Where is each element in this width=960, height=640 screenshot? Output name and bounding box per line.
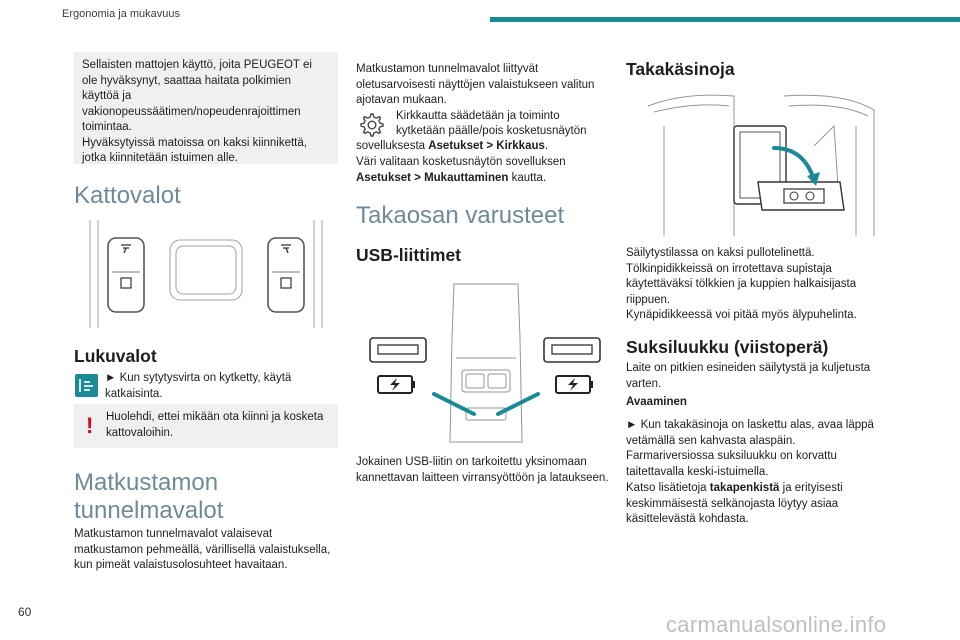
color-menu-path: Asetukset > Mukauttaminen (356, 171, 509, 184)
gear-line-2: kytketään päälle/pois kosketusnäytön (396, 125, 587, 137)
matkustamon-text: Matkustamon tunnelmavalot valaisevat matkustamon pehmeällä, värillisellä valaistuksella, kun pimeät valaistusolosuhteet havaitaan. (74, 528, 331, 571)
right-reading-light-button[interactable] (268, 238, 304, 312)
usb-text: Jokainen USB-liitin on tarkoitettu yksinomaan kannettavan laitteen virransyöttöön ja lataukseen. (356, 456, 609, 484)
suksiluukku-heading: Suksiluukku (viistoperä) (626, 337, 829, 357)
usb-heading: USB-liittimet (356, 245, 461, 265)
gear-line-1: Kirkkautta säädetään ja toiminto (396, 110, 560, 122)
brightness-text-prefix: sovelluksesta (356, 140, 429, 152)
header-accent-bar (490, 17, 960, 22)
ceiling-lights-illustration (74, 212, 338, 330)
brightness-setting-text (356, 139, 616, 155)
warning-box (74, 404, 338, 448)
color-setting-text (356, 155, 608, 186)
avaaminen-text: ► Kun takakäsinoja on laskettu alas, avaa läppä vetämällä sen kahvasta alaspäin. Farmariversiossa suksiluukku on korvattu taitettavalla keski-istuimella. (626, 419, 874, 478)
left-reading-light-button[interactable] (108, 238, 144, 312)
more-info-suffix: ja erityisesti keskimmäisestä selkänojasta löytyy asiaa käsittelevästä kohdasta. (626, 482, 843, 525)
color-text-prefix: Väri valitaan kosketusnäytön sovelluksen (356, 156, 566, 168)
reading-light-icon (75, 374, 98, 397)
watermark: carmanualsonline.info (666, 612, 887, 637)
color-text-suffix: kautta. (508, 171, 547, 184)
usb-ports-illustration (356, 278, 616, 446)
takaosan-heading: Takaosan varusteet (356, 202, 565, 229)
brightness-text-suffix: . (544, 140, 549, 152)
takakasinoja-heading: Takakäsinoja (626, 59, 735, 79)
rear-armrest-illustration (624, 86, 894, 242)
avaaminen-heading: Avaaminen (626, 396, 687, 408)
floor-mat-note: Sellaisten mattojen käyttö, joita PEUGEOT ei ole hyväksynyt, saattaa haitata polkimien käyttöä ja vakionopeussäätimen/nopeudenrajoittimen toimintaa. Hyväksytyissä matoissa on kaksi kiinnikettä, jotka kiinnitetään istuimen alle. (74, 52, 338, 164)
suksiluukku-text: Laite on pitkien esineiden säilytystä ja kuljetusta varten. (626, 362, 871, 390)
left-charge-icon (378, 376, 415, 393)
page-number: 60 (18, 605, 32, 619)
left-usb-port (370, 338, 426, 362)
warning-text: Huolehdi, ettei mikään ota kiinni ja kosketa kattovaloihin. (106, 411, 324, 439)
matkustamon-heading: Matkustamon tunnelmavalot (74, 469, 224, 524)
ambient-light-para: Matkustamon tunnelmavalot liittyvät oletusarvoisesti näyttöjen valaistukseen valitun ajotavan mukaan. (356, 63, 595, 106)
page-header-title: Ergonomia ja mukavuus (62, 8, 181, 20)
settings-gear-icon (357, 110, 385, 138)
more-info-link: takapenkistä (709, 482, 780, 494)
right-usb-port (544, 338, 600, 362)
armrest (734, 126, 844, 210)
brightness-menu-path: Asetukset > Kirkkaus (428, 140, 545, 152)
more-info-prefix: Katso lisätietoja (626, 482, 710, 494)
warning-icon: ! (86, 413, 94, 438)
more-info-text (626, 481, 888, 528)
lukuvalot-instruction: ► Kun sytytysvirta on kytketty, käytä katkaisinta. (105, 372, 292, 400)
lukuvalot-heading: Lukuvalot (74, 346, 157, 366)
right-charge-icon (556, 376, 593, 393)
kattovalot-heading: Kattovalot (74, 182, 181, 209)
takakasinoja-text: Säilytystilassa on kaksi pullotelinettä. Tölkinpidikkeissä on irrotettava supistaja käytettäväksi tölkkien ja kuppien halkaisijasta riippuen. Kynäpidikkeessä voi pitää myös älypuhelinta. (626, 247, 857, 321)
